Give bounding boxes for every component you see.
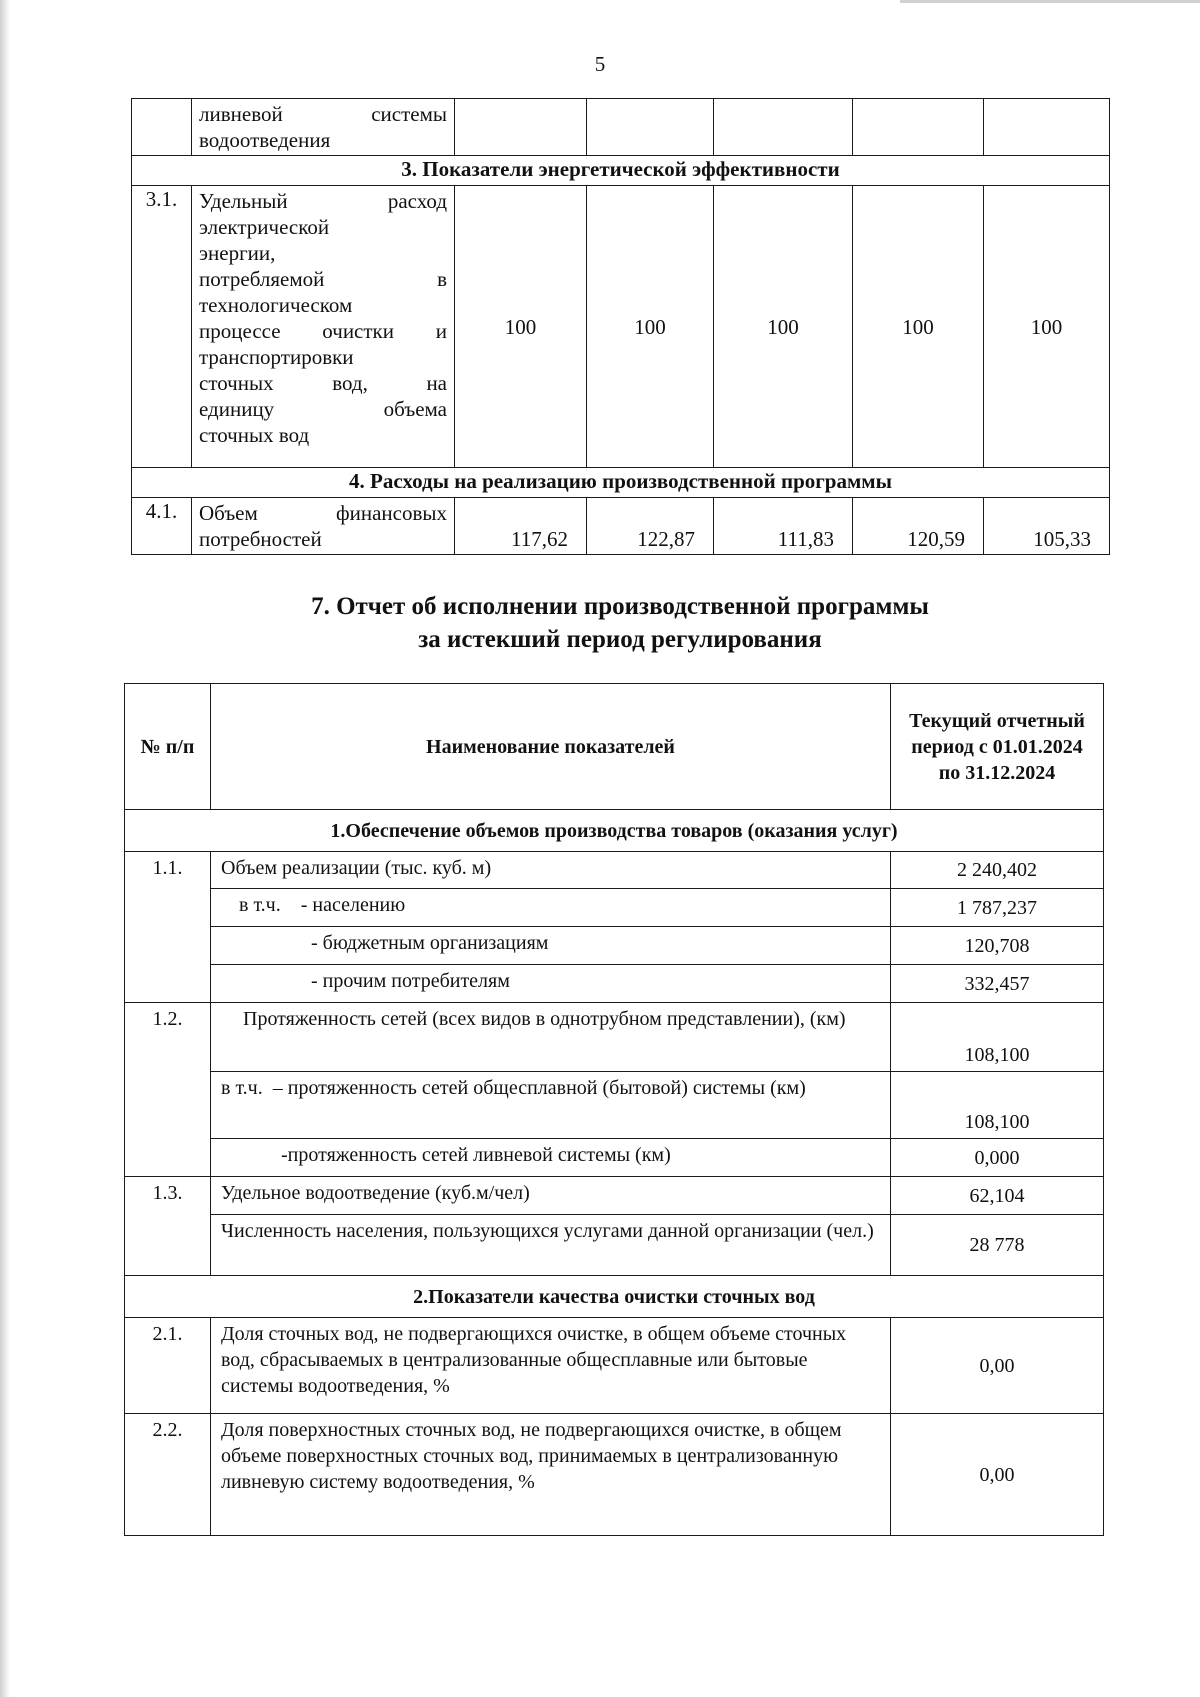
row-name-line: потребностей [199, 527, 322, 551]
row-name: Доля поверхностных сточных вод, не подвергающихся очистке, в общем объеме поверхностных сточных вод, принимаемых в централизованную ливневую систему водоотведения, % [211, 1414, 891, 1536]
header-name: Наименование показателей [211, 684, 891, 810]
table-row [125, 1215, 1104, 1276]
row-name: Удельное водоотведение (куб.м/чел) [211, 1177, 891, 1215]
header-row [125, 684, 1104, 810]
section-title: 2.Показатели качества очистки сточных вод [125, 1276, 1104, 1318]
table-row [125, 1072, 1104, 1139]
report-heading-line: за истекший период регулирования [418, 626, 822, 653]
row-name-line: энергии, [199, 241, 276, 265]
table-cell [587, 99, 714, 156]
value-cell: 111,83 [714, 498, 853, 555]
row-name: -протяженность сетей ливневой системы (км) [211, 1139, 891, 1177]
scan-edge [0, 0, 10, 1697]
value-cell: 100 [984, 186, 1110, 468]
value-cell: 0,00 [891, 1318, 1104, 1414]
row-name-line: потребляемой в [199, 267, 447, 291]
table-row [125, 1139, 1104, 1177]
row-name-line: сточных вод, на [199, 371, 447, 395]
table-cell [984, 99, 1110, 156]
table-cell [853, 99, 984, 156]
table-row [125, 927, 1104, 965]
value-cell: 108,100 [891, 1003, 1104, 1072]
value-cell: 100 [714, 186, 853, 468]
row-name: в т.ч. – протяженность сетей общесплавной (бытовой) системы (км) [211, 1072, 891, 1139]
report-heading [150, 590, 1090, 656]
table-row [125, 1003, 1104, 1072]
table-row [125, 1318, 1104, 1414]
row-number: 4.1. [132, 498, 192, 555]
table-cell [132, 99, 192, 156]
row-name: Протяженность сетей (всех видов в однотрубном представлении), (км) [211, 1003, 891, 1072]
value-cell: 100 [853, 186, 984, 468]
table-row [132, 186, 1110, 468]
production-program-table [131, 98, 1110, 555]
row-name-cell [192, 186, 455, 468]
value-cell: 62,104 [891, 1177, 1104, 1215]
section-row [125, 1276, 1104, 1318]
row-number: 2.1. [125, 1318, 211, 1414]
value-cell: 120,59 [853, 498, 984, 555]
header-period: Текущий отчетный период с 01.01.2024 по 31.12.2024 [891, 684, 1104, 810]
section-row [125, 810, 1104, 852]
row-name: Доля сточных вод, не подвергающихся очистке, в общем объеме сточных вод, сбрасываемых в централизованные общесплавные или бытовые системы водоотведения, % [211, 1318, 891, 1414]
value-cell: 108,100 [891, 1072, 1104, 1139]
table-cell [714, 99, 853, 156]
value-cell: 117,62 [455, 498, 587, 555]
row-number: 1.3. [125, 1177, 211, 1276]
value-cell: 332,457 [891, 965, 1104, 1003]
table-row [132, 498, 1110, 555]
row-number: 2.2. [125, 1414, 211, 1536]
section-row [132, 468, 1110, 498]
table-row [125, 852, 1104, 889]
report-table [124, 683, 1104, 1536]
value-cell: 100 [587, 186, 714, 468]
scan-edge-top [900, 0, 1200, 3]
row-name: - прочим потребителям [211, 965, 891, 1003]
page-number: 5 [594, 52, 606, 76]
table-row [132, 99, 1110, 156]
section-title: 1.Обеспечение объемов производства товаров (оказания услуг) [125, 810, 1104, 852]
table-row [125, 889, 1104, 927]
table-row [125, 1177, 1104, 1215]
value-cell: 1 787,237 [891, 889, 1104, 927]
row-name: ливневой системы водоотведения [199, 102, 447, 152]
table-cell [455, 99, 587, 156]
section-title: 4. Расходы на реализацию производственной программы [132, 468, 1110, 498]
row-name-line: Объем финансовых [199, 501, 447, 525]
value-cell: 0,000 [891, 1139, 1104, 1177]
section-row [132, 156, 1110, 186]
value-cell: 122,87 [587, 498, 714, 555]
value-cell: 28 778 [891, 1215, 1104, 1276]
row-name: - бюджетным организациям [211, 927, 891, 965]
row-name-line: единицу объема [199, 397, 447, 421]
row-name-line: процессе очистки и [199, 319, 447, 343]
row-name-line: транспортировки [199, 345, 354, 369]
row-name-cell [192, 99, 455, 156]
row-name: Численность населения, пользующихся услугами данной организации (чел.) [211, 1215, 891, 1276]
value-cell: 100 [455, 186, 587, 468]
table-row [125, 1414, 1104, 1536]
report-heading-line: 7. Отчет об исполнении производственной программы [311, 593, 929, 620]
row-name: в т.ч. - населению [211, 889, 891, 927]
row-name: Объем реализации (тыс. куб. м) [211, 852, 891, 889]
row-number: 1.2. [125, 1003, 211, 1177]
value-cell: 120,708 [891, 927, 1104, 965]
value-cell: 0,00 [891, 1414, 1104, 1536]
row-name-line: технологическом [199, 293, 353, 317]
value-cell: 2 240,402 [891, 852, 1104, 889]
value-cell: 105,33 [984, 498, 1110, 555]
table-row [125, 965, 1104, 1003]
row-number: 3.1. [132, 186, 192, 468]
row-name-cell [192, 498, 455, 555]
row-number: 1.1. [125, 852, 211, 1003]
row-name-line: Удельный расход [199, 189, 447, 213]
row-name-line: сточных вод [199, 423, 310, 447]
row-name-line: электрической [199, 215, 330, 239]
header-num: № п/п [125, 684, 211, 810]
section-title: 3. Показатели энергетической эффективности [132, 156, 1110, 186]
